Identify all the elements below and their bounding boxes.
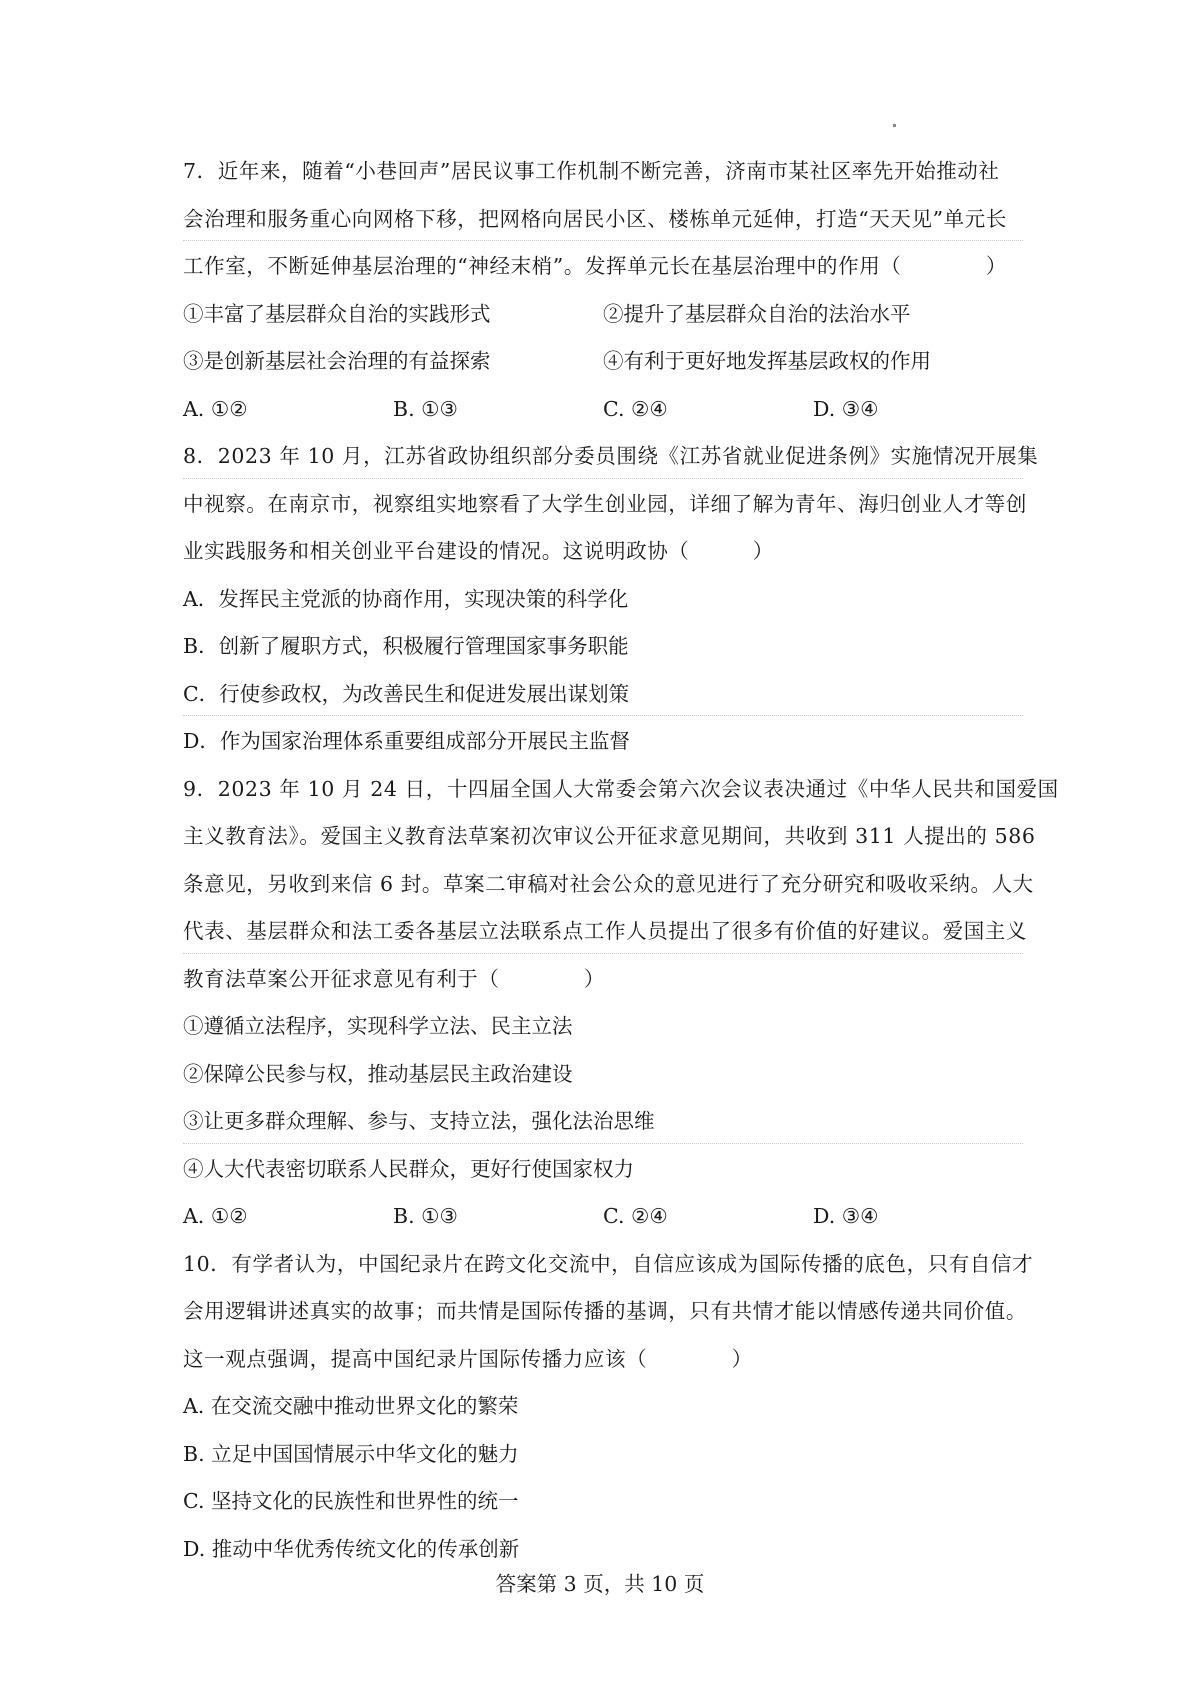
q10-stem-line: 这一观点强调，提高中国纪录片国际传播力应该（ ） xyxy=(183,1346,753,1371)
q9-stem-line: 代表、基层群众和法工委各基层立法联系点工作人员提出了很多有价值的好建议。爱国主义 xyxy=(183,908,1023,956)
q7-choice-c: C. ②④ xyxy=(603,396,668,421)
scan-dot-mark xyxy=(893,124,896,127)
q7-choice-d: D. ③④ xyxy=(813,396,879,421)
q7-stem-line: 会治理和服务重心向网格下移，把网格向居民小区、楼栋单元延伸，打造“天天见”单元长 xyxy=(183,196,1023,244)
q7-statement-4: ④有利于更好地发挥基层政权的作用 xyxy=(603,349,931,373)
q7-statement-2: ②提升了基层群众自治的法治水平 xyxy=(603,301,911,326)
q9-choice-b: B. ①③ xyxy=(393,1204,458,1228)
q8-stem-line: 中视察。在南京市，视察组实地察看了大学生创业园，详细了解为青年、海归创业人才等创 xyxy=(183,491,1027,516)
question-7 xyxy=(183,148,1023,433)
q8-stem-line: 业实践服务和相关创业平台建设的情况。这说明政协（ ） xyxy=(183,539,774,563)
question-9 xyxy=(183,766,1059,1241)
q9-choice-a: A. ①② xyxy=(183,1204,248,1228)
q10-option-d: D. 推动中华优秀传统文化的传承创新 xyxy=(183,1536,520,1561)
q9-statement-1: ①遵循立法程序，实现科学立法、民主立法 xyxy=(183,1014,573,1038)
q7-statement-3: ③是创新基层社会治理的有益探索 xyxy=(183,349,491,373)
q7-statement-1: ①丰富了基层群众自治的实践形式 xyxy=(183,301,491,326)
q9-statement-2: ②保障公民参与权，推动基层民主政治建设 xyxy=(183,1061,573,1086)
question-10 xyxy=(183,1241,1034,1574)
q9-statement-3: ③让更多群众理解、参与、支持立法，强化法治思维 xyxy=(183,1098,1023,1146)
q8-option-c: C．行使参政权，为改善民生和促进发展出谋划策 xyxy=(183,671,1023,719)
q9-stem-line: 主义教育法》。爱国主义教育法草案初次审议公开征求意见期间，共收到 311 人提出的 586 xyxy=(183,824,1036,848)
q9-stem-line: 9．2023 年 10 月 24 日，十四届全国人大常委会第六次会议表决通过《中华人民共和国爱国 xyxy=(183,776,1059,801)
q7-statement-row xyxy=(183,291,1023,339)
q10-option-c: C. 坚持文化的民族性和世界性的统一 xyxy=(183,1489,519,1513)
q7-choices-row xyxy=(183,386,1023,434)
q9-stem-line: 条意见，另收到来信 6 封。草案二审稿对社会公众的意见进行了充分研究和吸收采纳。人大 xyxy=(183,871,1034,896)
q10-stem-line: 10．有学者认为，中国纪录片在跨文化交流中，自信应该成为国际传播的底色，只有自信才 xyxy=(183,1251,1034,1276)
q9-choice-d: D. ③④ xyxy=(813,1204,879,1228)
q7-choice-a: A. ①② xyxy=(183,396,248,421)
q9-statement-4: ④人大代表密切联系人民群众，更好行使国家权力 xyxy=(183,1156,634,1181)
q9-choice-c: C. ②④ xyxy=(603,1204,668,1228)
q7-stem-line: 7．近年来，随着“小巷回声”居民议事工作机制不断完善，济南市某社区率先开始推动社 xyxy=(183,159,1000,183)
q9-choices-row xyxy=(183,1193,1023,1241)
q10-option-a: A. 在交流交融中推动世界文化的繁荣 xyxy=(183,1394,519,1418)
q7-stem-line: 工作室，不断延伸基层治理的“神经末梢”。发挥单元长在基层治理中的作用（ ） xyxy=(183,254,1007,278)
page-footer: 答案第 3 页，共 10 页 xyxy=(495,1572,705,1596)
page-content xyxy=(183,148,1059,1573)
q9-stem-line: 教育法草案公开征求意见有利于（ ） xyxy=(183,966,605,991)
q8-stem-line: 8．2023 年 10 月，江苏省政协组织部分委员围绕《江苏省就业促进条例》实施情况开展集 xyxy=(183,433,1023,481)
q10-option-b: B. 立足中国国情展示中华文化的魅力 xyxy=(183,1441,519,1466)
question-8 xyxy=(183,433,1039,766)
q7-choice-b: B. ①③ xyxy=(393,396,458,421)
q8-option-b: B．创新了履职方式，积极履行管理国家事务职能 xyxy=(183,634,629,658)
q7-statement-row xyxy=(183,338,1023,386)
q8-option-d: D．作为国家治理体系重要组成部分开展民主监督 xyxy=(183,729,630,753)
q8-option-a: A．发挥民主党派的协商作用，实现决策的科学化 xyxy=(183,586,629,611)
q10-stem-line: 会用逻辑讲述真实的故事；而共情是国际传播的基调，只有共情才能以情感传递共同价值。 xyxy=(183,1299,1027,1323)
